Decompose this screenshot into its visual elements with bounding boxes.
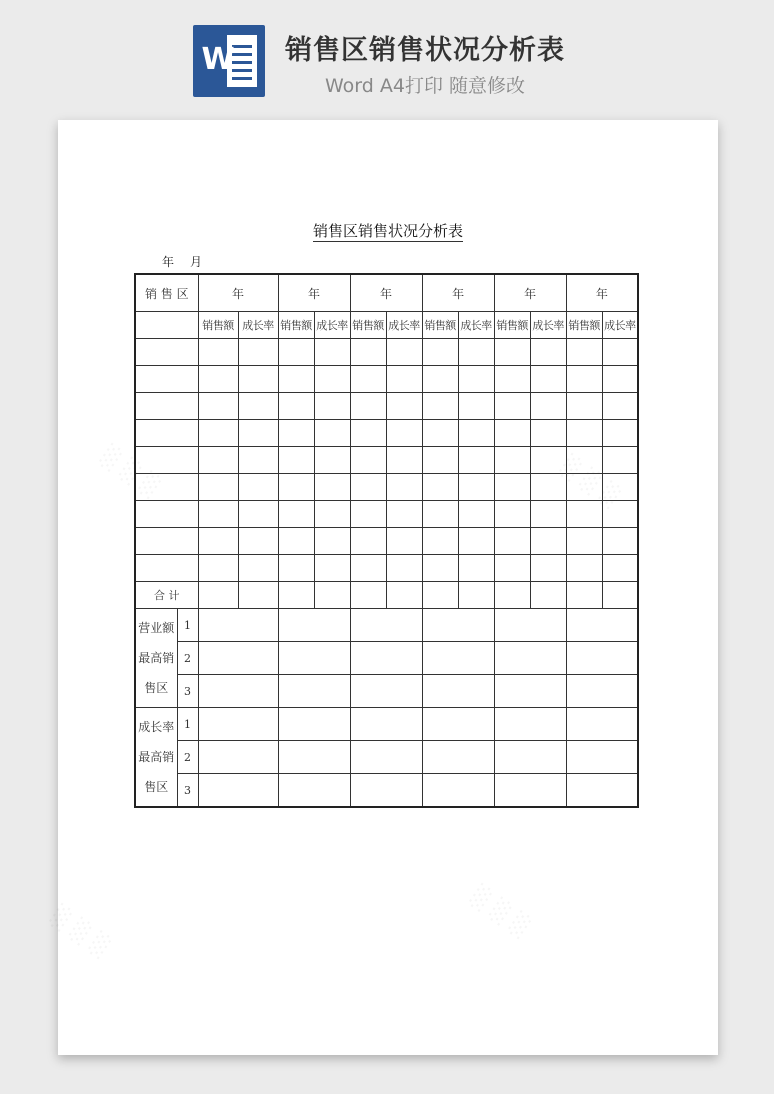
region-name-cell[interactable]	[135, 528, 198, 555]
rank-region-cell[interactable]	[278, 642, 350, 675]
rank-region-cell[interactable]	[566, 708, 638, 741]
growth-rate-header: 成长率	[458, 312, 494, 339]
data-cell[interactable]	[530, 555, 566, 582]
rank-region-cell[interactable]	[494, 741, 566, 774]
data-cell[interactable]	[458, 393, 494, 420]
rank-region-cell[interactable]	[566, 675, 638, 708]
data-cell[interactable]	[278, 555, 314, 582]
data-cell[interactable]	[422, 447, 458, 474]
data-cell[interactable]	[530, 501, 566, 528]
data-cell[interactable]	[530, 420, 566, 447]
date-year-label: 年	[162, 255, 177, 269]
sales-amount-header: 销售额	[422, 312, 458, 339]
rank-region-cell[interactable]	[494, 708, 566, 741]
data-cell[interactable]	[238, 447, 278, 474]
date-month-label: 月	[190, 255, 205, 269]
data-cell[interactable]	[198, 420, 238, 447]
data-cell[interactable]	[314, 366, 350, 393]
document-title-text: 销售区销售状况分析表	[312, 222, 463, 240]
data-cell[interactable]	[566, 447, 602, 474]
total-cell[interactable]	[386, 582, 422, 609]
data-cell[interactable]	[422, 555, 458, 582]
growth-rate-header: 成长率	[602, 312, 638, 339]
data-cell[interactable]	[494, 501, 530, 528]
data-cell[interactable]	[314, 339, 350, 366]
growth-rate-header: 成长率	[314, 312, 350, 339]
data-cell[interactable]	[566, 501, 602, 528]
data-cell[interactable]	[458, 474, 494, 501]
data-cell[interactable]	[386, 393, 422, 420]
rank-row	[135, 708, 638, 741]
region-header-cell: 销 售 区	[135, 274, 198, 312]
data-cell[interactable]	[458, 501, 494, 528]
data-cell[interactable]	[566, 528, 602, 555]
data-cell[interactable]	[602, 420, 638, 447]
rank-region-cell[interactable]	[566, 774, 638, 808]
table-row	[135, 555, 638, 582]
rank-number: 3	[177, 774, 198, 808]
data-cell[interactable]	[422, 393, 458, 420]
year-header-cell: 年	[198, 274, 278, 312]
data-cell[interactable]	[602, 528, 638, 555]
table-row	[135, 420, 638, 447]
data-cell[interactable]	[494, 366, 530, 393]
data-cell[interactable]	[386, 528, 422, 555]
rank-row	[135, 642, 638, 675]
data-cell[interactable]	[602, 555, 638, 582]
data-cell[interactable]	[350, 339, 386, 366]
document-page	[58, 120, 718, 1055]
data-cell[interactable]	[198, 366, 238, 393]
rank-region-cell[interactable]	[350, 741, 422, 774]
data-cell[interactable]	[602, 366, 638, 393]
data-cell[interactable]	[278, 393, 314, 420]
data-cell[interactable]	[566, 555, 602, 582]
data-cell[interactable]	[494, 420, 530, 447]
rank-region-cell[interactable]	[278, 741, 350, 774]
data-cell[interactable]	[494, 447, 530, 474]
data-cell[interactable]	[530, 339, 566, 366]
data-cell[interactable]	[314, 501, 350, 528]
rank-row	[135, 609, 638, 642]
rank-row	[135, 774, 638, 808]
table-row	[135, 474, 638, 501]
data-cell[interactable]	[238, 393, 278, 420]
data-cell[interactable]	[238, 366, 278, 393]
rank-region-cell[interactable]	[198, 741, 278, 774]
year-header-cell: 年	[566, 274, 638, 312]
year-header-cell: 年	[494, 274, 566, 312]
table-row	[135, 339, 638, 366]
rank-number: 2	[177, 642, 198, 675]
region-name-cell[interactable]	[135, 366, 198, 393]
data-cell[interactable]	[494, 339, 530, 366]
total-cell[interactable]	[238, 582, 278, 609]
data-cell[interactable]	[602, 447, 638, 474]
data-cell[interactable]	[386, 366, 422, 393]
data-cell[interactable]	[602, 339, 638, 366]
total-cell[interactable]	[458, 582, 494, 609]
total-row	[135, 582, 638, 609]
region-name-cell[interactable]	[135, 474, 198, 501]
banner-title: 销售区销售状况分析表	[285, 35, 565, 66]
data-cell[interactable]	[458, 339, 494, 366]
data-cell[interactable]	[314, 474, 350, 501]
rank-region-cell[interactable]	[198, 708, 278, 741]
data-cell[interactable]	[198, 474, 238, 501]
data-cell[interactable]	[350, 393, 386, 420]
rank-region-cell[interactable]	[494, 609, 566, 642]
year-header-cell: 年	[278, 274, 350, 312]
data-cell[interactable]	[566, 474, 602, 501]
growth-rate-header: 成长率	[530, 312, 566, 339]
data-cell[interactable]	[314, 528, 350, 555]
region-name-cell[interactable]	[135, 447, 198, 474]
data-cell[interactable]	[238, 339, 278, 366]
data-cell[interactable]	[278, 339, 314, 366]
region-name-cell[interactable]	[135, 501, 198, 528]
year-header-cell: 年	[350, 274, 422, 312]
rank-region-cell[interactable]	[566, 609, 638, 642]
rank-region-cell[interactable]	[566, 741, 638, 774]
banner	[0, 0, 774, 118]
data-cell[interactable]	[314, 555, 350, 582]
rank-row	[135, 675, 638, 708]
rank-region-cell[interactable]	[350, 675, 422, 708]
rank-region-cell[interactable]	[198, 642, 278, 675]
data-cell[interactable]	[198, 339, 238, 366]
data-cell[interactable]	[278, 474, 314, 501]
table-row	[135, 393, 638, 420]
data-cell[interactable]	[494, 555, 530, 582]
data-cell[interactable]	[386, 339, 422, 366]
rank-region-cell[interactable]	[350, 708, 422, 741]
data-cell[interactable]	[422, 501, 458, 528]
data-cell[interactable]	[238, 420, 278, 447]
total-cell[interactable]	[314, 582, 350, 609]
data-cell[interactable]	[566, 420, 602, 447]
data-cell[interactable]	[386, 447, 422, 474]
rank-number: 1	[177, 708, 198, 741]
data-cell[interactable]	[458, 420, 494, 447]
rank-region-cell[interactable]	[422, 609, 494, 642]
data-cell[interactable]	[602, 501, 638, 528]
data-cell[interactable]	[458, 447, 494, 474]
rank-region-cell[interactable]	[278, 675, 350, 708]
rank-region-cell[interactable]	[422, 708, 494, 741]
data-cell[interactable]	[386, 420, 422, 447]
sales-amount-header: 销售额	[350, 312, 386, 339]
data-cell[interactable]	[278, 366, 314, 393]
table-row	[135, 366, 638, 393]
document-title	[58, 220, 718, 241]
watermark	[47, 904, 114, 962]
total-cell[interactable]	[602, 582, 638, 609]
rank-region-cell[interactable]	[494, 642, 566, 675]
data-cell[interactable]	[278, 501, 314, 528]
date-line	[162, 253, 218, 270]
data-cell[interactable]	[602, 393, 638, 420]
data-cell[interactable]	[386, 474, 422, 501]
data-cell[interactable]	[458, 555, 494, 582]
sales-amount-header: 销售额	[566, 312, 602, 339]
region-name-cell[interactable]	[135, 339, 198, 366]
data-cell[interactable]	[530, 474, 566, 501]
word-document-icon	[193, 25, 265, 97]
word-icon-letter: W	[201, 42, 235, 77]
data-cell[interactable]	[350, 501, 386, 528]
total-cell[interactable]	[566, 582, 602, 609]
rank-region-cell[interactable]	[422, 774, 494, 808]
rank-region-cell[interactable]	[350, 609, 422, 642]
rank-region-cell[interactable]	[278, 609, 350, 642]
data-cell[interactable]	[238, 528, 278, 555]
sales-amount-header: 销售额	[278, 312, 314, 339]
data-cell[interactable]	[350, 366, 386, 393]
data-cell[interactable]	[238, 501, 278, 528]
table-row	[135, 501, 638, 528]
rank-region-cell[interactable]	[198, 609, 278, 642]
data-cell[interactable]	[198, 393, 238, 420]
data-cell[interactable]	[422, 474, 458, 501]
data-cell[interactable]	[350, 555, 386, 582]
data-cell[interactable]	[458, 366, 494, 393]
sales-amount-header: 销售额	[494, 312, 530, 339]
region-name-cell[interactable]	[135, 420, 198, 447]
data-cell[interactable]	[494, 474, 530, 501]
rank-region-cell[interactable]	[422, 675, 494, 708]
table-row	[135, 528, 638, 555]
rank-row	[135, 741, 638, 774]
rank-group-label: 营业额最高销售区	[135, 609, 177, 708]
rank-region-cell[interactable]	[350, 774, 422, 808]
total-cell[interactable]	[494, 582, 530, 609]
table-subheader-row	[135, 312, 638, 339]
data-cell[interactable]	[314, 420, 350, 447]
data-cell[interactable]	[422, 339, 458, 366]
data-cell[interactable]	[530, 447, 566, 474]
data-cell[interactable]	[566, 339, 602, 366]
data-cell[interactable]	[278, 447, 314, 474]
data-cell[interactable]	[350, 528, 386, 555]
rank-group-label: 成长率最高销售区	[135, 708, 177, 808]
data-cell[interactable]	[198, 555, 238, 582]
total-cell[interactable]	[350, 582, 386, 609]
data-cell[interactable]	[278, 528, 314, 555]
total-cell[interactable]	[278, 582, 314, 609]
data-cell[interactable]	[458, 528, 494, 555]
rank-number: 1	[177, 609, 198, 642]
data-cell[interactable]	[238, 555, 278, 582]
data-cell[interactable]	[386, 555, 422, 582]
data-cell[interactable]	[386, 501, 422, 528]
data-cell[interactable]	[530, 366, 566, 393]
growth-rate-header: 成长率	[386, 312, 422, 339]
data-cell[interactable]	[278, 420, 314, 447]
data-cell[interactable]	[198, 447, 238, 474]
rank-region-cell[interactable]	[350, 642, 422, 675]
sales-amount-header: 销售额	[198, 312, 238, 339]
growth-rate-header: 成长率	[238, 312, 278, 339]
data-cell[interactable]	[566, 393, 602, 420]
rank-region-cell[interactable]	[278, 774, 350, 808]
total-label: 合 计	[135, 582, 198, 609]
rank-region-cell[interactable]	[422, 741, 494, 774]
data-cell[interactable]	[422, 366, 458, 393]
total-cell[interactable]	[422, 582, 458, 609]
data-cell[interactable]	[602, 474, 638, 501]
data-cell[interactable]	[314, 393, 350, 420]
rank-region-cell[interactable]	[198, 774, 278, 808]
data-cell[interactable]	[314, 447, 350, 474]
rank-region-cell[interactable]	[422, 642, 494, 675]
data-cell[interactable]	[494, 528, 530, 555]
data-cell[interactable]	[422, 420, 458, 447]
total-cell[interactable]	[198, 582, 238, 609]
data-cell[interactable]	[350, 447, 386, 474]
data-cell[interactable]	[422, 528, 458, 555]
data-cell[interactable]	[238, 474, 278, 501]
rank-region-cell[interactable]	[494, 675, 566, 708]
rank-number: 2	[177, 741, 198, 774]
watermark	[467, 884, 534, 942]
rank-region-cell[interactable]	[494, 774, 566, 808]
blank-cell	[135, 312, 198, 339]
data-cell[interactable]	[198, 501, 238, 528]
data-cell[interactable]	[494, 393, 530, 420]
data-cell[interactable]	[350, 420, 386, 447]
rank-number: 3	[177, 675, 198, 708]
data-cell[interactable]	[566, 366, 602, 393]
rank-region-cell[interactable]	[198, 675, 278, 708]
region-name-cell[interactable]	[135, 555, 198, 582]
rank-region-cell[interactable]	[278, 708, 350, 741]
sales-analysis-table	[134, 273, 639, 808]
table-header-row	[135, 274, 638, 312]
year-header-cell: 年	[422, 274, 494, 312]
data-cell[interactable]	[350, 474, 386, 501]
region-name-cell[interactable]	[135, 393, 198, 420]
data-cell[interactable]	[530, 393, 566, 420]
data-cell[interactable]	[198, 528, 238, 555]
total-cell[interactable]	[530, 582, 566, 609]
banner-subtitle: Word A4打印 随意修改	[325, 75, 526, 97]
data-cell[interactable]	[530, 528, 566, 555]
table-row	[135, 447, 638, 474]
rank-region-cell[interactable]	[566, 642, 638, 675]
